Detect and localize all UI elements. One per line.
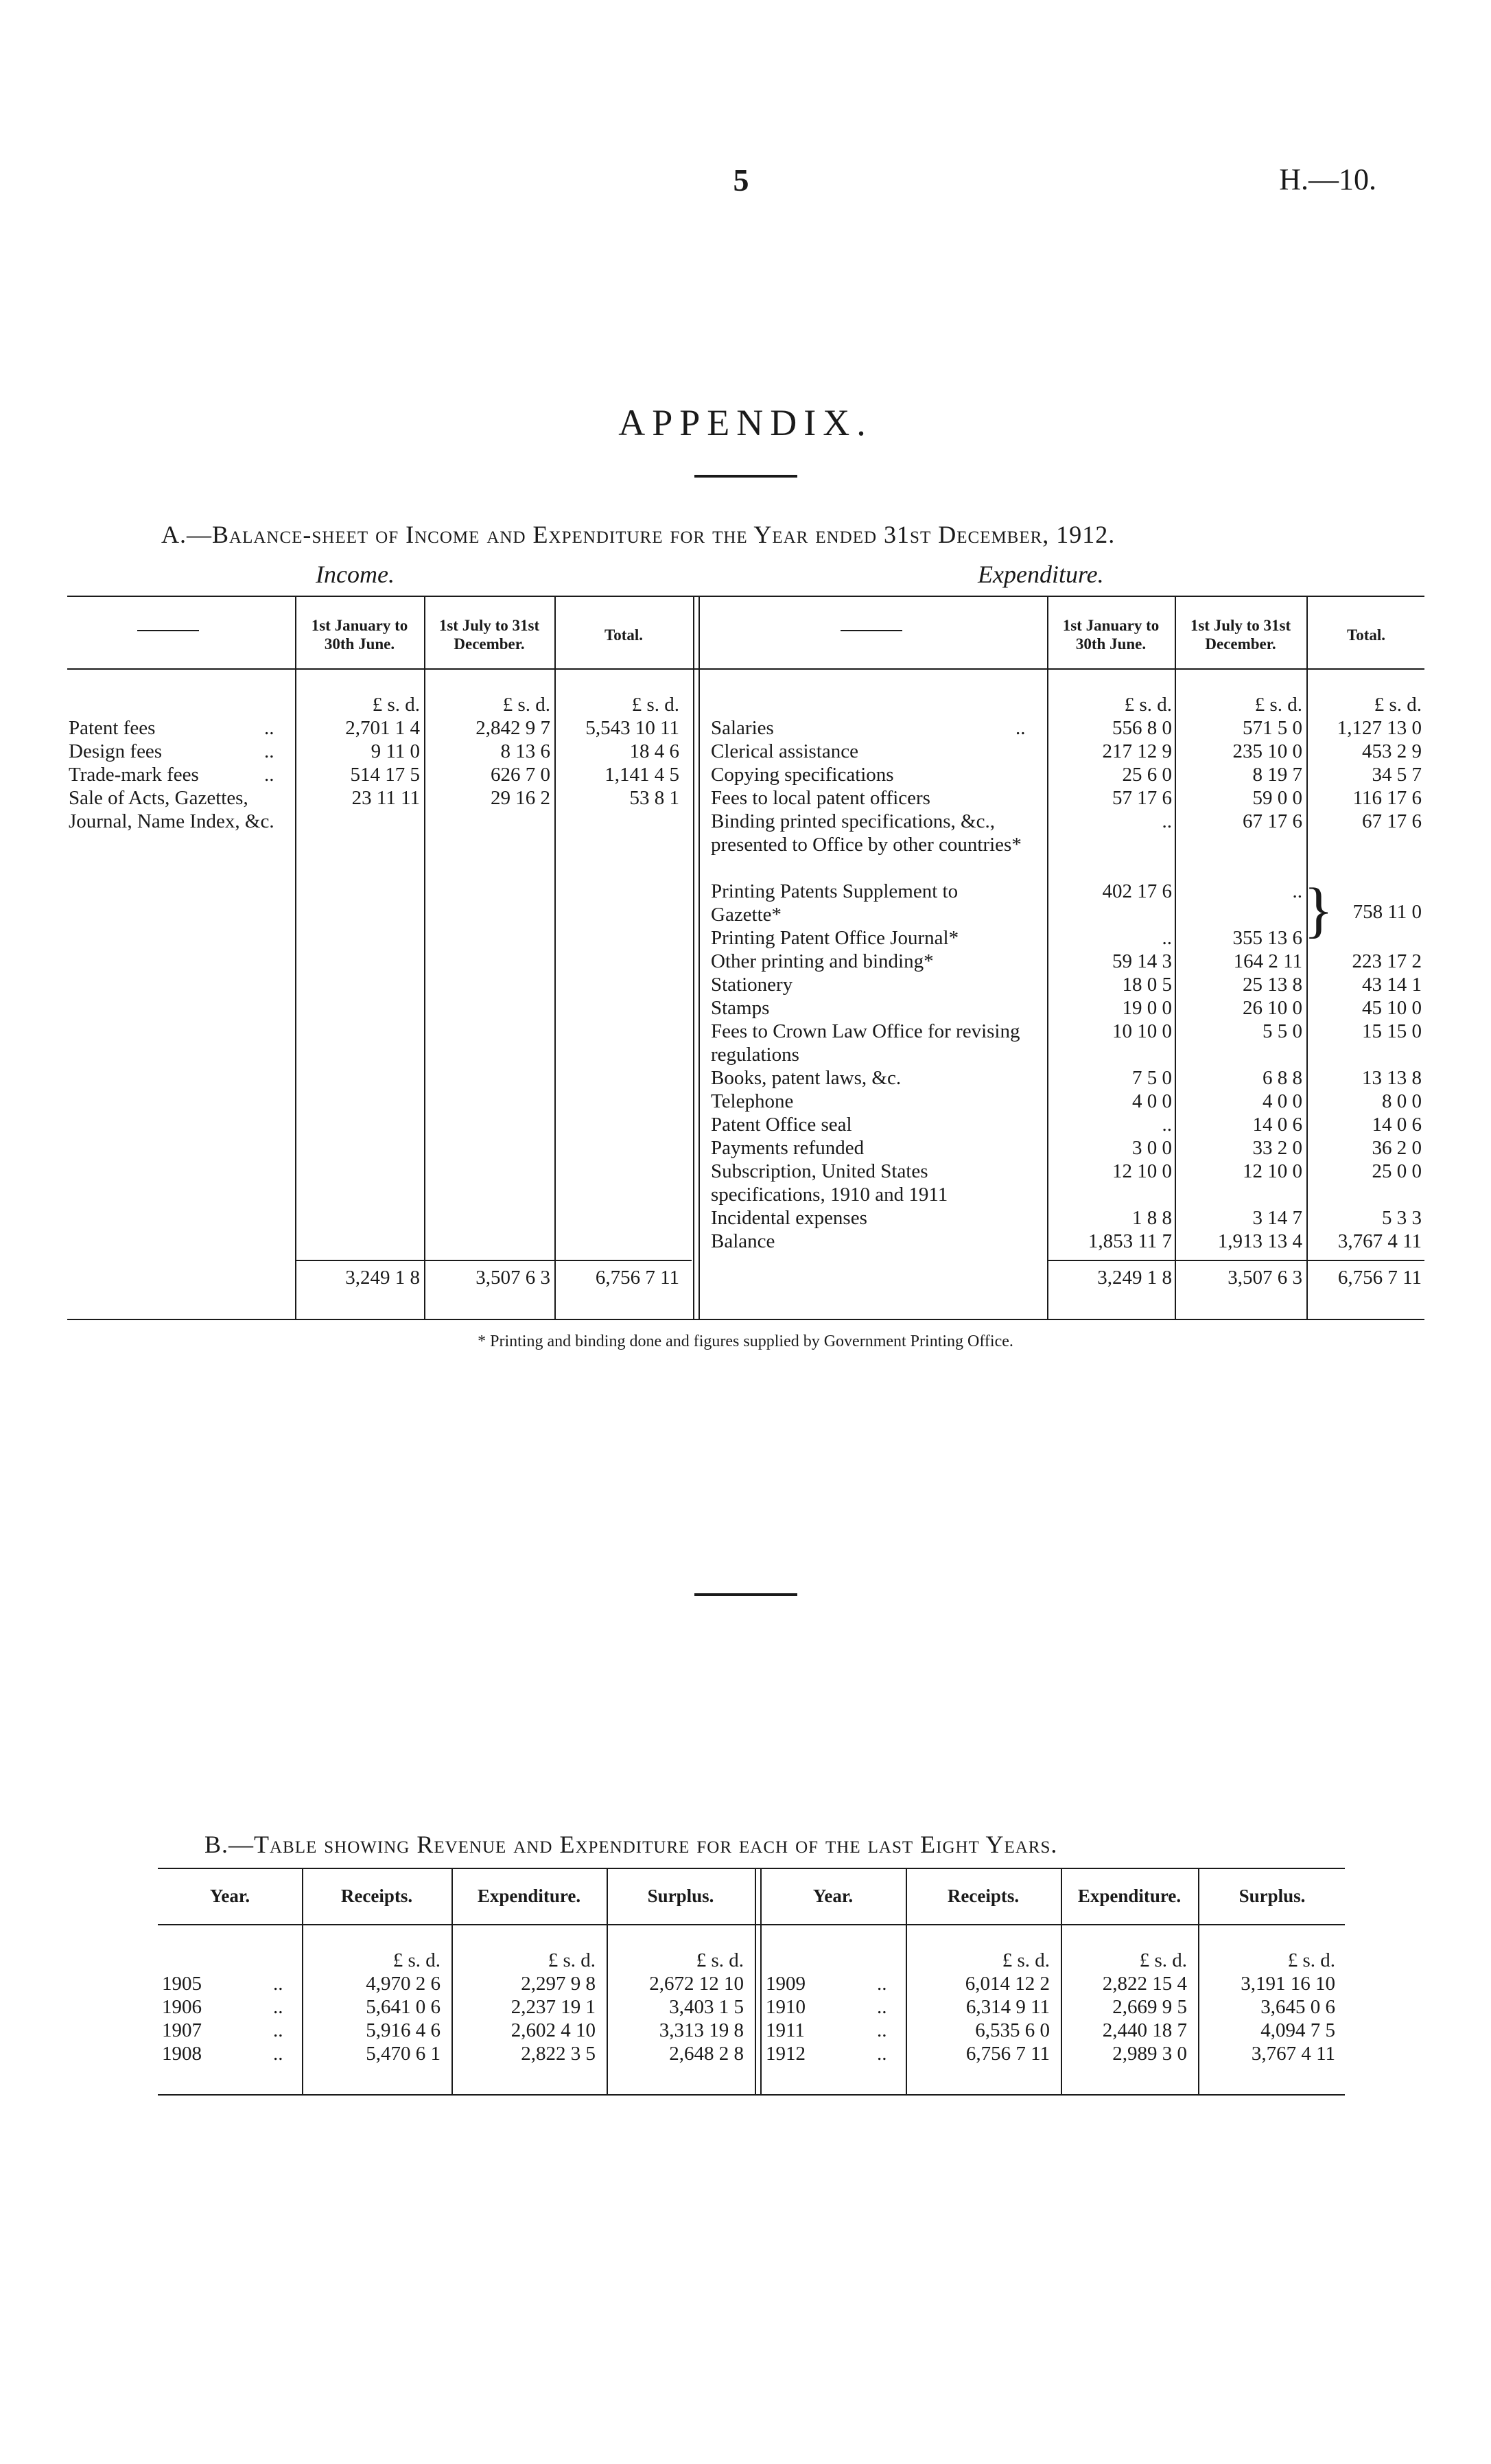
expenditure-label: Expenditure. — [978, 561, 1104, 588]
section-b-title: B.—Table showing Revenue and Expenditure for each of the last Eight Years. — [204, 1831, 1058, 1858]
income-total: 3,507 6 3 — [476, 1267, 550, 1289]
header-year: Year. — [209, 1886, 250, 1906]
expenditure-total-rule — [1048, 1260, 1424, 1261]
expenditure-value: 116 17 6 — [1352, 787, 1422, 809]
expenditure-value: 59 14 3 — [1112, 950, 1172, 972]
expenditure-value: .. — [1162, 810, 1172, 832]
bracket-icon: } — [1304, 876, 1334, 944]
expenditure-cell: 2,602 4 10 — [510, 2019, 596, 2041]
income-total: 6,756 7 11 — [595, 1267, 679, 1289]
expenditure-value: 25 6 0 — [1122, 764, 1172, 786]
expenditure-value: 57 17 6 — [1112, 787, 1172, 809]
income-label: Income. — [316, 561, 395, 588]
expenditure-label: Payments refunded — [711, 1137, 865, 1159]
expenditure-label: Subscription, United States specifications, 1910 and 1911 — [711, 1160, 948, 1206]
expenditure-value: 3 14 7 — [1252, 1207, 1302, 1229]
expenditure-value: 5 3 3 — [1382, 1207, 1422, 1229]
expenditure-value: 1,853 11 7 — [1088, 1230, 1172, 1252]
expenditure-total: 3,507 6 3 — [1228, 1267, 1302, 1289]
income-label-patent-fees: Patent fees — [69, 717, 156, 739]
units-label: £ s. d. — [1002, 1949, 1050, 1971]
section-a-title: A.—Balance-sheet of Income and Expenditure for the Year ended 31st December, 1912. — [161, 521, 1116, 548]
expenditure-value: 59 0 0 — [1252, 787, 1302, 809]
header-surplus: Surplus. — [1238, 1886, 1306, 1906]
col-rule — [698, 596, 700, 1320]
receipts-cell: 6,314 9 11 — [965, 1996, 1050, 2018]
expenditure-cell: 2,822 15 4 — [1102, 1973, 1187, 1995]
header-receipts: Receipts. — [947, 1886, 1020, 1906]
year-cell: 1910 — [766, 1996, 806, 2018]
expenditure-cell: 2,237 19 1 — [510, 1996, 596, 2018]
footnote: * Printing and binding done and figures supplied by Government Printing Office. — [478, 1333, 1013, 1350]
receipts-cell: 6,014 12 2 — [965, 1973, 1050, 1995]
expenditure-label: Telephone — [711, 1090, 794, 1112]
year-cell: 1912 — [766, 2043, 806, 2065]
expenditure-label: Copying specifications — [711, 764, 894, 786]
surplus-cell: 3,645 0 6 — [1260, 1996, 1335, 2018]
income-value: 1,141 4 5 — [604, 764, 679, 786]
expenditure-value: 19 0 0 — [1122, 997, 1172, 1019]
expenditure-value: 12 10 0 — [1112, 1160, 1172, 1182]
income-label-design-fees: Design fees — [69, 740, 163, 762]
units-label: £ s. d. — [1124, 694, 1172, 716]
expenditure-label: Salaries — [711, 717, 774, 739]
surplus-cell: 3,403 1 5 — [669, 1996, 744, 2018]
table-b-header-rule — [158, 1924, 1345, 1925]
expenditure-label: Printing Patent Office Journal* — [711, 927, 959, 949]
expenditure-value: 10 10 0 — [1112, 1020, 1172, 1042]
units-label: £ s. d. — [372, 694, 420, 716]
income-value: 514 17 5 — [350, 764, 420, 786]
expenditure-label: Books, patent laws, &c. — [711, 1067, 902, 1089]
table-b-top-rule — [158, 1868, 1345, 1869]
expenditure-value: 12 10 0 — [1243, 1160, 1302, 1182]
surplus-cell: 3,191 16 10 — [1241, 1973, 1335, 1995]
income-value: 626 7 0 — [491, 764, 550, 786]
header-first-half: 1st January to 30th June. — [311, 617, 408, 653]
expenditure-value: 15 15 0 — [1362, 1020, 1422, 1042]
expenditure-value: .. — [1292, 880, 1302, 902]
income-value: 9 11 0 — [371, 740, 420, 762]
surplus-cell: 3,313 19 8 — [659, 2019, 744, 2041]
units-label: £ s. d. — [1254, 694, 1302, 716]
expenditure-value: 43 14 1 — [1362, 974, 1422, 996]
expenditure-value: 453 2 9 — [1362, 740, 1422, 762]
expenditure-label: Stationery — [711, 974, 793, 996]
expenditure-label: Other printing and binding* — [711, 950, 934, 972]
receipts-cell: 5,470 6 1 — [366, 2043, 441, 2065]
expenditure-cell: 2,669 9 5 — [1112, 1996, 1187, 2018]
units-label: £ s. d. — [696, 1949, 744, 1971]
header-second-half: 1st July to 31st December. — [438, 617, 540, 653]
expenditure-value: 235 10 0 — [1232, 740, 1302, 762]
units-label: £ s. d. — [1287, 1949, 1335, 1971]
expenditure-value: 1,913 13 4 — [1217, 1230, 1302, 1252]
income-label-trade-mark-fees: Trade-mark fees — [69, 764, 199, 786]
expenditure-value: 13 13 8 — [1362, 1067, 1422, 1089]
expenditure-total: 6,756 7 11 — [1337, 1267, 1422, 1289]
expenditure-value: 7 5 0 — [1132, 1067, 1172, 1089]
income-value: 2,842 9 7 — [476, 717, 550, 739]
expenditure-label: Stamps — [711, 997, 770, 1019]
table-a-bottom-rule — [67, 1319, 1424, 1320]
units-label: £ s. d. — [1139, 1949, 1187, 1971]
receipts-cell: 6,756 7 11 — [965, 2043, 1050, 2065]
expenditure-value: 6 8 8 — [1263, 1067, 1302, 1089]
header-expenditure: Expenditure. — [1077, 1886, 1182, 1906]
expenditure-value: 4 0 0 — [1263, 1090, 1302, 1112]
expenditure-total: 3,249 1 8 — [1097, 1267, 1172, 1289]
year-cell: 1906 — [162, 1996, 202, 2018]
expenditure-value: .. — [1162, 927, 1172, 949]
units-label: £ s. d. — [502, 694, 550, 716]
year-cell: 1905 — [162, 1973, 202, 1995]
income-value: 23 11 11 — [351, 787, 420, 809]
expenditure-value: 3,767 4 11 — [1337, 1230, 1422, 1252]
year-cell: 1908 — [162, 2043, 202, 2065]
expenditure-value: 25 0 0 — [1372, 1160, 1422, 1182]
expenditure-cell: 2,440 18 7 — [1102, 2019, 1187, 2041]
table-a-top-rule — [67, 596, 1424, 597]
expenditure-value: 1,127 13 0 — [1337, 717, 1422, 739]
table-a-header-rule — [67, 668, 1424, 670]
expenditure-label: Clerical assistance — [711, 740, 858, 762]
income-value: 5,543 10 11 — [585, 717, 679, 739]
expenditure-value: 3 0 0 — [1132, 1137, 1172, 1159]
expenditure-value: 217 12 9 — [1102, 740, 1172, 762]
expenditure-cell: 2,822 3 5 — [521, 2043, 596, 2065]
receipts-cell: 5,916 4 6 — [366, 2019, 441, 2041]
units-label: £ s. d. — [1374, 694, 1422, 716]
section-divider — [694, 1593, 797, 1596]
expenditure-value: 25 13 8 — [1243, 974, 1302, 996]
header-year: Year. — [812, 1886, 854, 1906]
year-cell: 1911 — [766, 2019, 805, 2041]
surplus-cell: 3,767 4 11 — [1251, 2043, 1335, 2065]
units-label: £ s. d. — [631, 694, 679, 716]
income-value: 8 13 6 — [500, 740, 550, 762]
expenditure-value: 67 17 6 — [1362, 810, 1422, 832]
table-b-col-rule — [755, 1868, 756, 2096]
header-first-half: 1st January to 30th June. — [1062, 617, 1160, 653]
header-receipts: Receipts. — [340, 1886, 413, 1906]
expenditure-value: 26 10 0 — [1243, 997, 1302, 1019]
units-label: £ s. d. — [392, 1949, 441, 1971]
expenditure-value: .. — [1162, 1114, 1172, 1136]
expenditure-label: Binding printed specifications, &c., presented to Office by other countries* — [711, 810, 1022, 856]
expenditure-value: 8 19 7 — [1252, 764, 1302, 786]
receipts-cell: 5,641 0 6 — [366, 1996, 441, 2018]
expenditure-value: 4 0 0 — [1132, 1090, 1172, 1112]
expenditure-value: 18 0 5 — [1122, 974, 1172, 996]
header-total: Total. — [1346, 626, 1386, 644]
expenditure-value: 8 0 0 — [1382, 1090, 1422, 1112]
title-divider — [694, 475, 797, 478]
header-surplus: Surplus. — [647, 1886, 714, 1906]
expenditure-value: 1 8 8 — [1132, 1207, 1172, 1229]
expenditure-value: 556 8 0 — [1112, 717, 1172, 739]
surplus-cell: 2,672 12 10 — [649, 1973, 744, 1995]
expenditure-value: 45 10 0 — [1362, 997, 1422, 1019]
expenditure-value: 355 13 6 — [1232, 927, 1302, 949]
expenditure-label: Patent Office seal — [711, 1114, 852, 1136]
header-expenditure: Expenditure. — [477, 1886, 581, 1906]
expenditure-value: 402 17 6 — [1102, 880, 1172, 902]
income-value: 53 8 1 — [629, 787, 679, 809]
expenditure-label: Fees to Crown Law Office for revising regulations — [711, 1020, 1020, 1066]
income-value: 29 16 2 — [491, 787, 550, 809]
surplus-cell: 2,648 2 8 — [669, 2043, 744, 2065]
blank-header-dash — [137, 630, 199, 631]
expenditure-label: Incidental expenses — [711, 1207, 867, 1229]
header-second-half: 1st July to 31st December. — [1190, 617, 1291, 653]
expenditure-value: 33 2 0 — [1252, 1137, 1302, 1159]
expenditure-value: 67 17 6 — [1243, 810, 1302, 832]
income-value: 18 4 6 — [629, 740, 679, 762]
year-cell: 1907 — [162, 2019, 202, 2041]
expenditure-value: 5 5 0 — [1263, 1020, 1302, 1042]
year-cell: 1909 — [766, 1973, 806, 1995]
surplus-cell: 4,094 7 5 — [1260, 2019, 1335, 2041]
expenditure-value: 571 5 0 — [1243, 717, 1302, 739]
units-label: £ s. d. — [548, 1949, 596, 1971]
expenditure-cell: 2,297 9 8 — [521, 1973, 596, 1995]
expenditure-label: Balance — [711, 1230, 775, 1252]
expenditure-value: 36 2 0 — [1372, 1137, 1422, 1159]
header-total: Total. — [604, 626, 644, 644]
expenditure-cell: 2,989 3 0 — [1112, 2043, 1187, 2065]
printing-bracket-total: 758 11 0 — [1352, 901, 1422, 923]
income-total: 3,249 1 8 — [345, 1267, 420, 1289]
page-number: 5 — [733, 163, 749, 198]
appendix-title: APPENDIX. — [618, 402, 873, 443]
receipts-cell: 6,535 6 0 — [975, 2019, 1050, 2041]
expenditure-value: 14 0 6 — [1252, 1114, 1302, 1136]
expenditure-value: 164 2 11 — [1233, 950, 1302, 972]
income-total-rule — [296, 1260, 692, 1261]
blank-header-dash — [841, 630, 902, 631]
document-reference: H.—10. — [1279, 163, 1376, 196]
income-value: 2,701 1 4 — [345, 717, 420, 739]
expenditure-value: 34 5 7 — [1372, 764, 1422, 786]
expenditure-value: 14 0 6 — [1372, 1114, 1422, 1136]
expenditure-label: Fees to local patent officers — [711, 787, 930, 809]
expenditure-value: 223 17 2 — [1352, 950, 1422, 972]
income-label-sale-of-acts: Sale of Acts, Gazettes, Journal, Name Index, &c. — [69, 787, 274, 832]
col-rule — [693, 596, 694, 1320]
expenditure-label: Printing Patents Supplement to Gazette* — [711, 880, 959, 926]
table-b-bottom-rule — [158, 2094, 1345, 2096]
receipts-cell: 4,970 2 6 — [366, 1973, 441, 1995]
